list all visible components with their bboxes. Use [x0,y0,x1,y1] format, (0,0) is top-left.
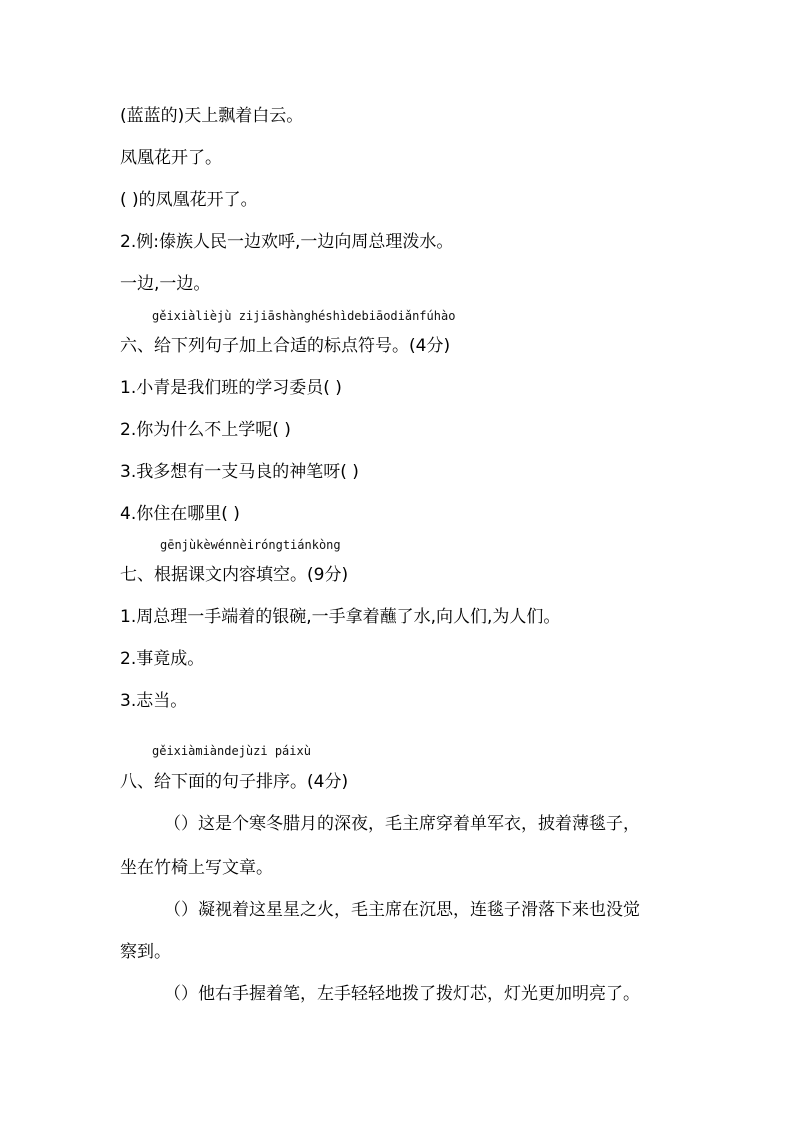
example-sentence-1: (蓝蓝的)天上飘着白云。 [120,106,304,126]
question-7-2: 2.事竟成。 [120,649,205,669]
pattern-answer-line: 一边,一边。 [120,274,211,294]
ordering-item-2-cont: 察到。 [120,942,171,962]
ordering-item-2: （）凝视着这星星之火，毛主席在沉思，连毯子滑落下来也没觉 [164,900,640,920]
section-7-heading: 七、根据课文内容填空。(9分) [120,565,349,585]
question-7-1: 1.周总理一手端着的银碗,一手拿着蘸了水,向人们,为人们。 [120,607,561,627]
example-sentence-2: 2.例:傣族人民一边欢呼,一边向周总理泼水。 [120,232,454,252]
fill-blank-sentence: ( )的凤凰花开了。 [120,190,258,210]
question-7-3: 3.志当。 [120,691,188,711]
question-6-2: 2.你为什么不上学呢( ) [120,420,291,440]
ordering-item-3: （）他右手握着笔，左手轻轻地拨了拨灯芯，灯光更加明亮了。 [164,984,640,1004]
question-6-1: 1.小青是我们班的学习委员( ) [120,378,342,398]
question-6-3: 3.我多想有一支马良的神笔呀( ) [120,462,359,482]
pinyin-section-6: gěixiàlièjù zijiāshànghéshìdebiāodiǎnfúhào [152,309,456,323]
question-6-4: 4.你住在哪里( ) [120,504,240,524]
section-8-heading: 八、给下面的句子排序。(4分) [120,772,349,792]
ordering-item-1-cont: 坐在竹椅上写文章。 [120,858,273,878]
pinyin-section-7: gēnjùkèwénnèiróngtiánkòng [160,538,341,552]
ordering-item-1: （）这是个寒冬腊月的深夜，毛主席穿着单军衣，披着薄毯子， [164,814,640,834]
pinyin-section-8: gěixiàmiàndejùzi páixù [152,744,311,758]
base-sentence: 凤凰花开了。 [120,148,222,168]
section-6-heading: 六、给下列句子加上合适的标点符号。(4分) [120,336,451,356]
